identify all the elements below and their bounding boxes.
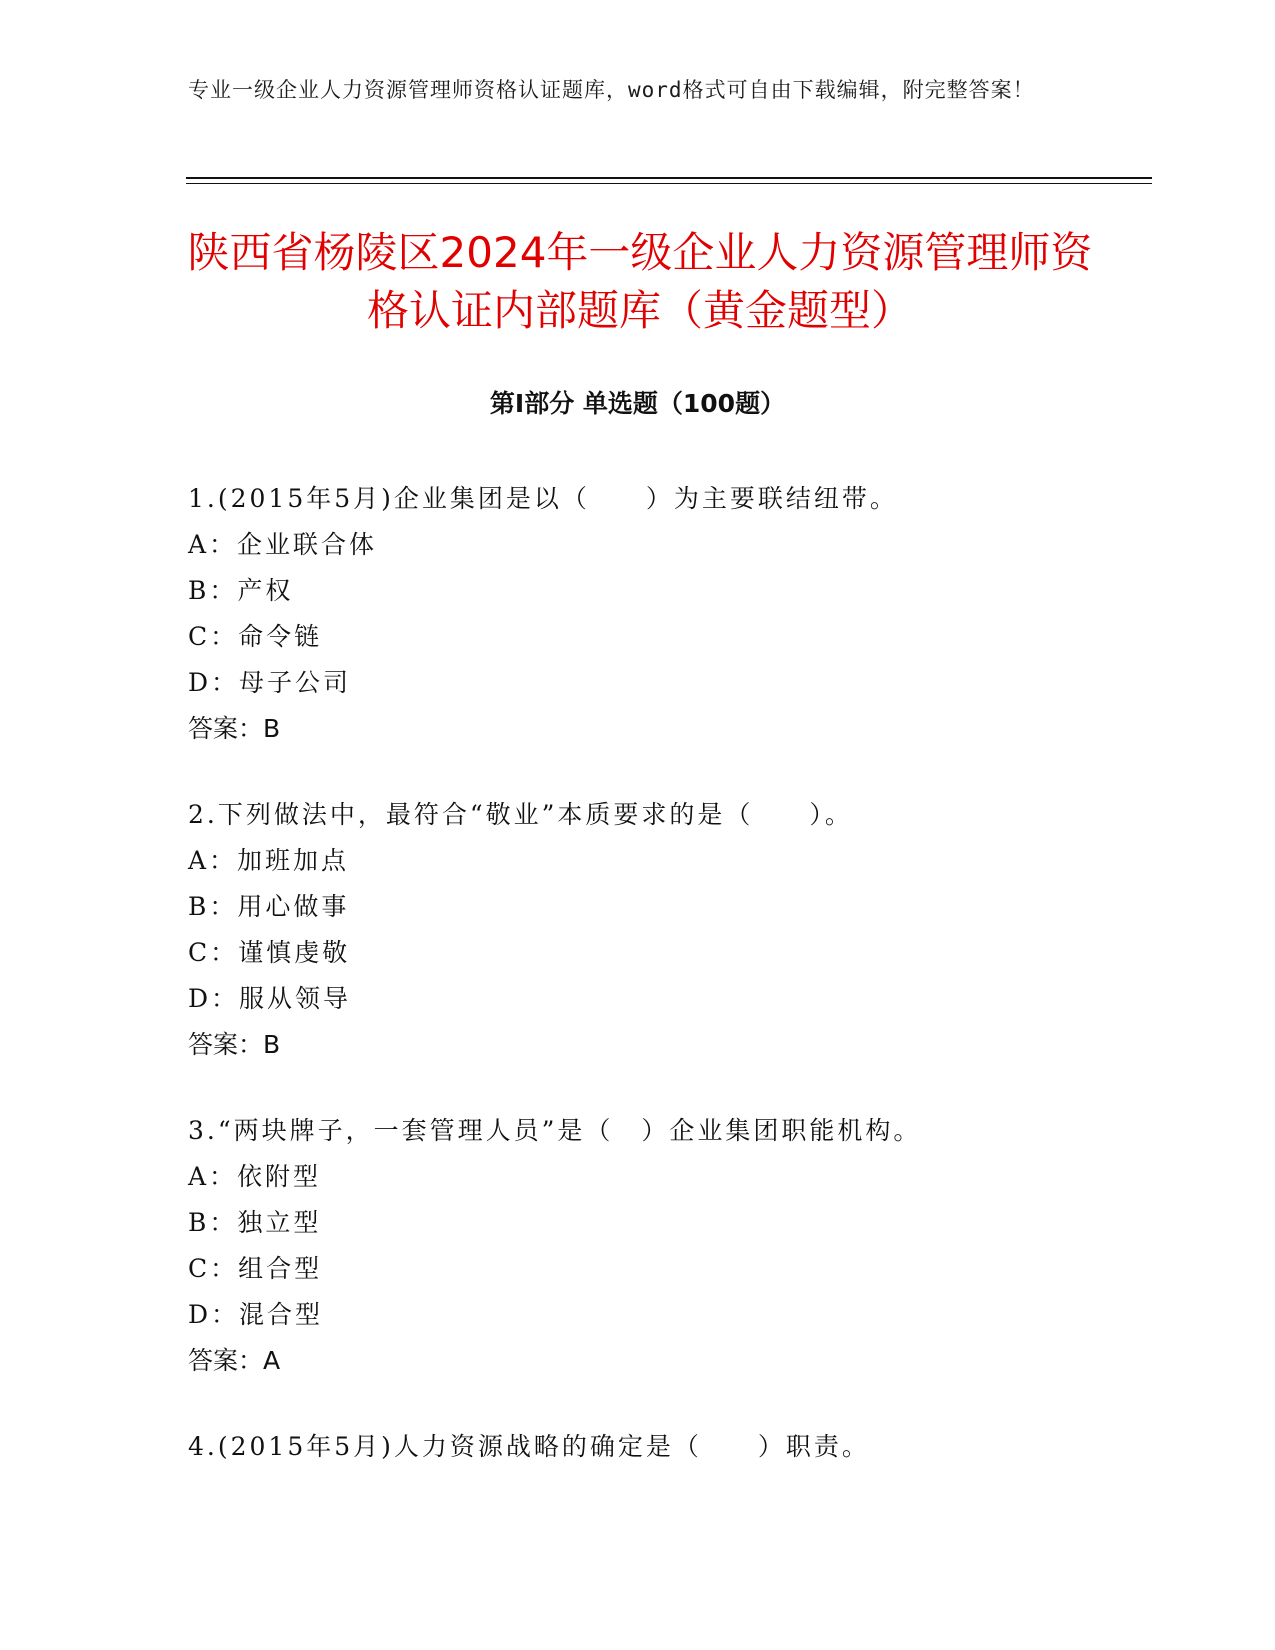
option-c: C：谨慎虔敬 (188, 938, 351, 967)
document-title: 陕西省杨陵区2024年一级企业人力资源管理师资格认证内部题库（黄金题型） (187, 228, 1093, 335)
option-a: A：企业联合体 (188, 530, 378, 559)
option-b: B：独立型 (188, 1208, 322, 1237)
question-stem: 2.下列做法中，最符合“敬业”本质要求的是（ ）。 (188, 800, 853, 829)
header-rule-thick (186, 177, 1152, 179)
option-b: B：产权 (188, 576, 294, 605)
header-note: 专业一级企业人力资源管理师资格认证题库，word格式可自由下载编辑，附完整答案！ (188, 78, 1035, 102)
answer: 答案：B (188, 1030, 281, 1059)
option-d: D：母子公司 (188, 668, 352, 697)
option-d: D：混合型 (188, 1300, 324, 1329)
option-c: C：组合型 (188, 1254, 323, 1283)
question-stem: 3.“两块牌子，一套管理人员”是（ ）企业集团职能机构。 (188, 1116, 922, 1145)
question-1 (188, 476, 1148, 752)
option-b: B：用心做事 (188, 892, 350, 921)
question-stem: 1.(2015年5月)企业集团是以（ ）为主要联结纽带。 (188, 484, 898, 513)
question-4 (188, 1424, 1148, 1470)
option-a: A：依附型 (188, 1162, 322, 1191)
option-a: A：加班加点 (188, 846, 350, 875)
question-2 (188, 792, 1148, 1068)
header-rule-thin (186, 183, 1152, 184)
question-3 (188, 1108, 1148, 1384)
section-heading: 第I部分 单选题（100题） (489, 389, 786, 418)
question-list (188, 476, 1148, 1510)
answer: 答案：B (188, 714, 281, 743)
question-stem: 4.(2015年5月)人力资源战略的确定是（ ）职责。 (188, 1432, 870, 1461)
answer: 答案：A (188, 1346, 281, 1375)
option-d: D：服从领导 (188, 984, 352, 1013)
option-c: C：命令链 (188, 622, 323, 651)
